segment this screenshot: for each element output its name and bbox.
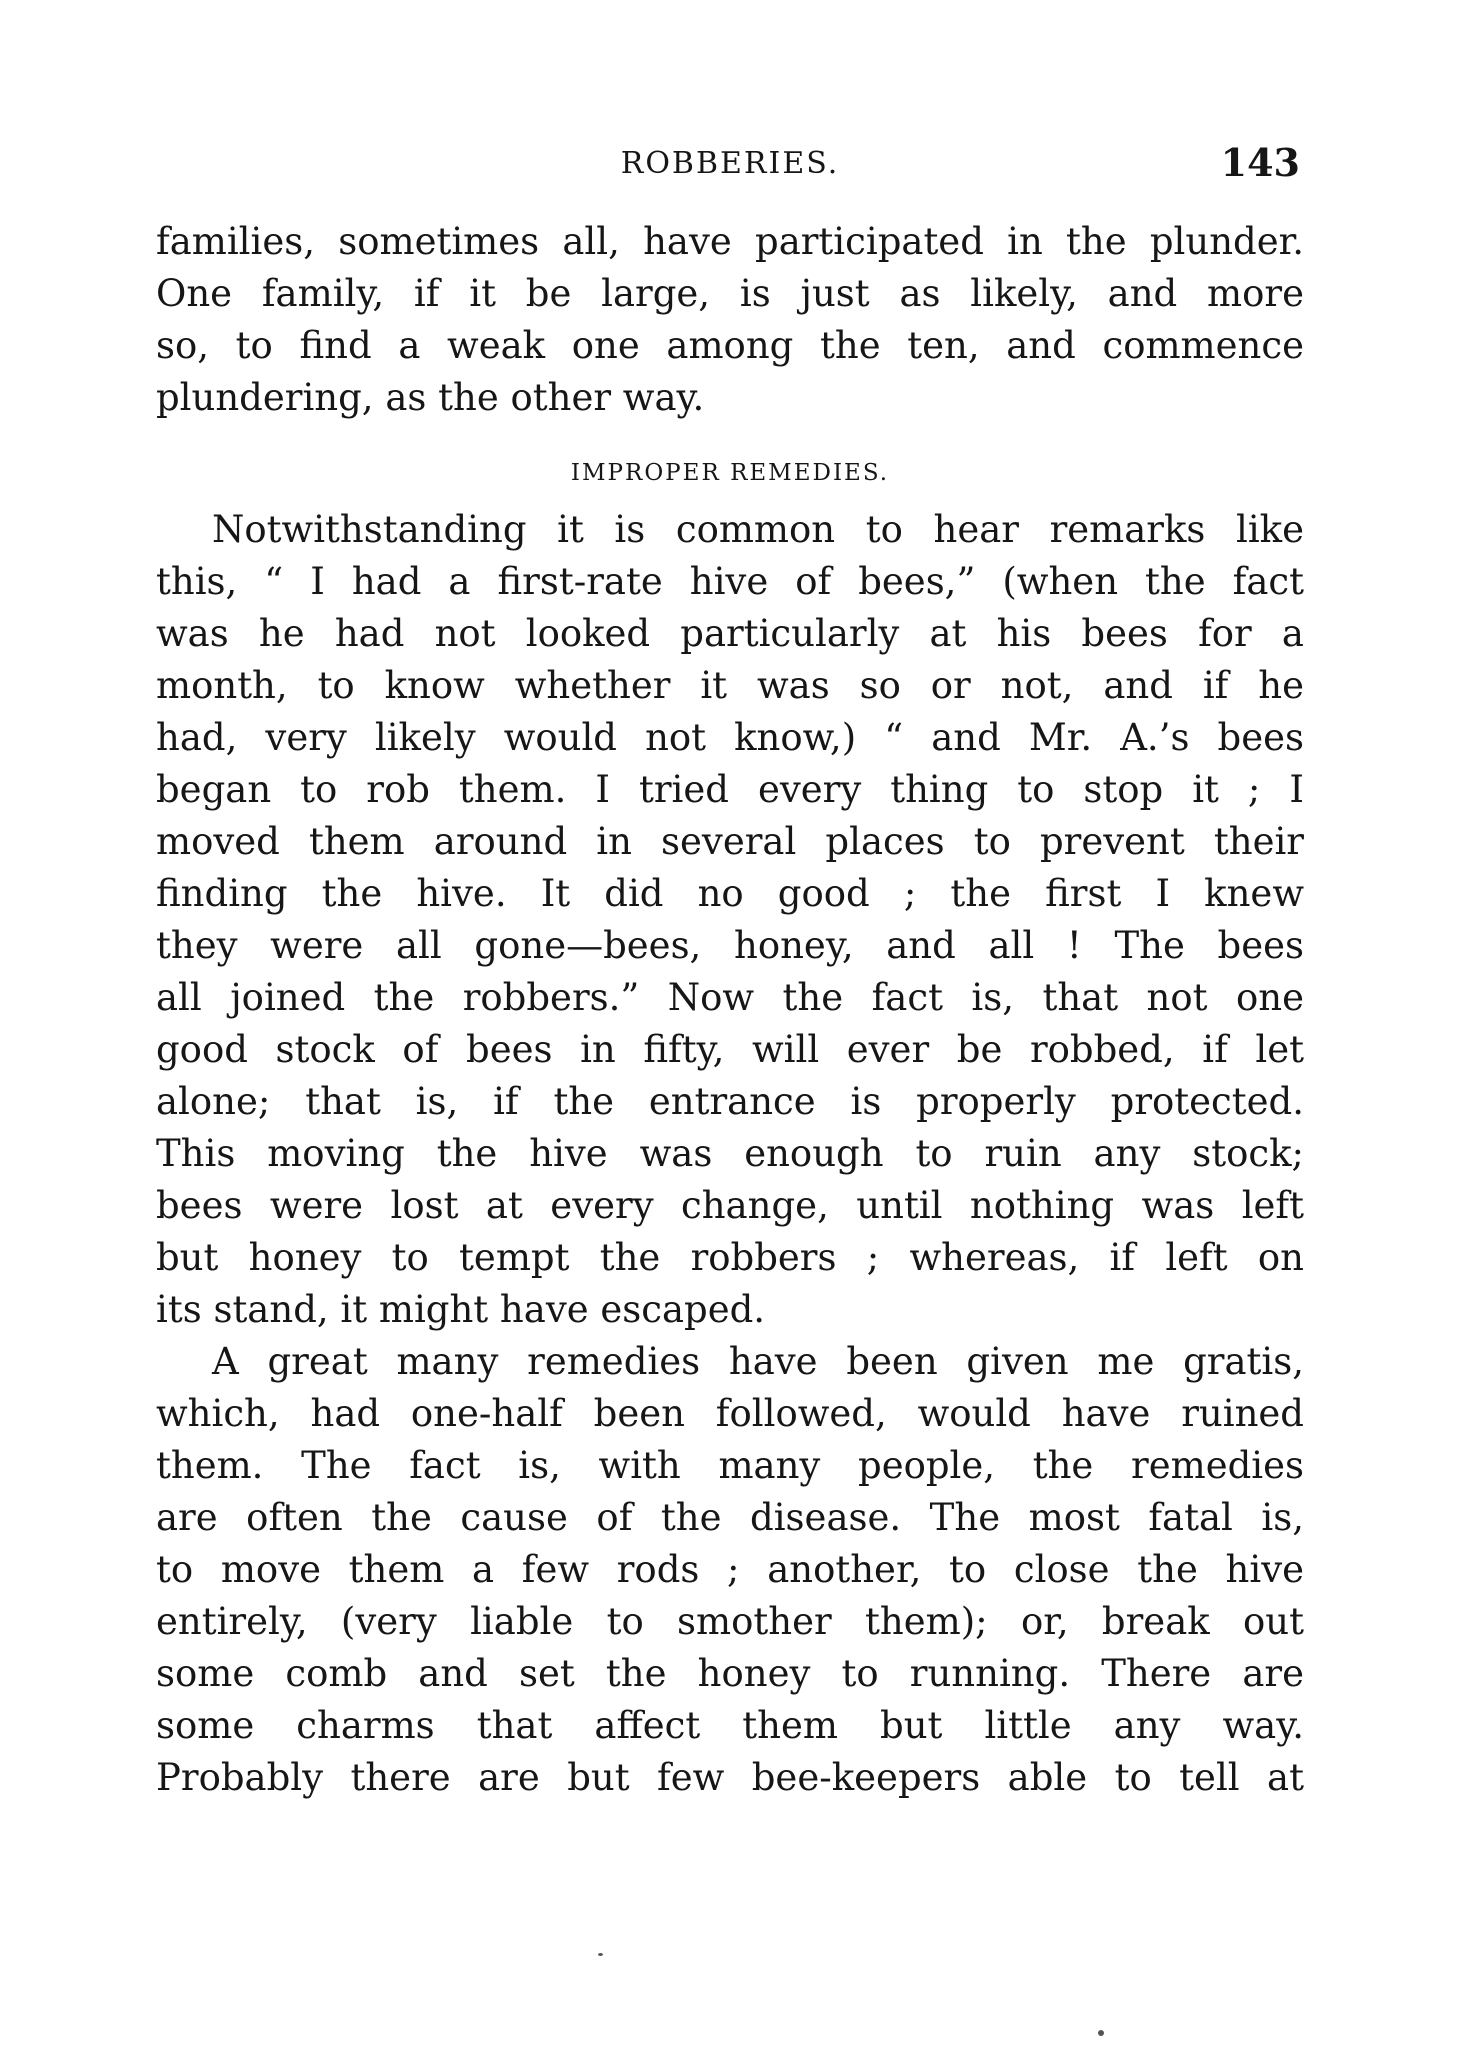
text-line: some comb and set the honey to running. There are [156,1652,1304,1695]
section-heading: IMPROPER REMEDIES. [570,460,890,486]
text-line: some charms that affect them but little any way. [156,1704,1304,1747]
text-line: One family, if it be large, is just as likely, and more [156,272,1304,315]
running-head [160,140,1300,190]
text-line: good stock of bees in fifty, will ever be robbed, if let [156,1028,1304,1071]
paragraph [156,1336,1304,1804]
body-text [156,216,1304,1804]
text-line: began to rob them. I tried every thing to stop it ; I [156,768,1304,811]
text-line: which, had one-half been followed, would have ruined [156,1392,1304,1435]
text-line: Notwithstanding it is common to hear remarks like [212,508,1304,551]
text-line: month, to know whether it was so or not, and if he [156,664,1304,707]
text-line: this, “ I had a first-rate hive of bees,” (when the fact [156,560,1304,603]
text-line: was he had not looked particularly at his bees for a [156,612,1304,655]
text-line: alone; that is, if the entrance is properly protected. [156,1080,1304,1123]
text-line: are often the cause of the disease. The most fatal is, [156,1496,1304,1539]
text-line: bees were lost at every change, until nothing was left [156,1184,1304,1227]
text-line: its stand, it might have escaped. [156,1288,766,1331]
text-line: finding the hive. It did no good ; the first I knew [156,872,1304,915]
text-line: all joined the robbers.” Now the fact is, that not one [156,976,1304,1019]
text-line: so, to find a weak one among the ten, and commence [156,324,1304,367]
text-line: A great many remedies have been given me gratis, [212,1340,1304,1383]
text-line: to move them a few rods ; another, to close the hive [156,1548,1304,1591]
running-title: ROBBERIES. [620,146,840,181]
print-speck [598,1953,603,1956]
text-line: entirely, (very liable to smother them); or, break out [156,1600,1304,1643]
text-line: them. The fact is, with many people, the remedies [156,1444,1304,1487]
text-line: This moving the hive was enough to ruin any stock; [156,1132,1304,1175]
paragraph [156,216,1304,424]
print-speck [1098,2030,1104,2036]
text-line: families, sometimes all, have participated in the plunder. [156,220,1304,263]
paragraph [156,504,1304,1336]
text-line: had, very likely would not know,) “ and Mr. A.’s bees [156,716,1304,759]
page-number: 143 [1220,140,1300,185]
text-line: but honey to tempt the robbers ; whereas, if left on [156,1236,1304,1279]
text-line: moved them around in several places to prevent their [156,820,1304,863]
text-line: they were all gone—bees, honey, and all ! The bees [156,924,1304,967]
text-line: Probably there are but few bee-keepers able to tell at [156,1756,1304,1799]
text-line: plundering, as the other way. [156,376,705,419]
